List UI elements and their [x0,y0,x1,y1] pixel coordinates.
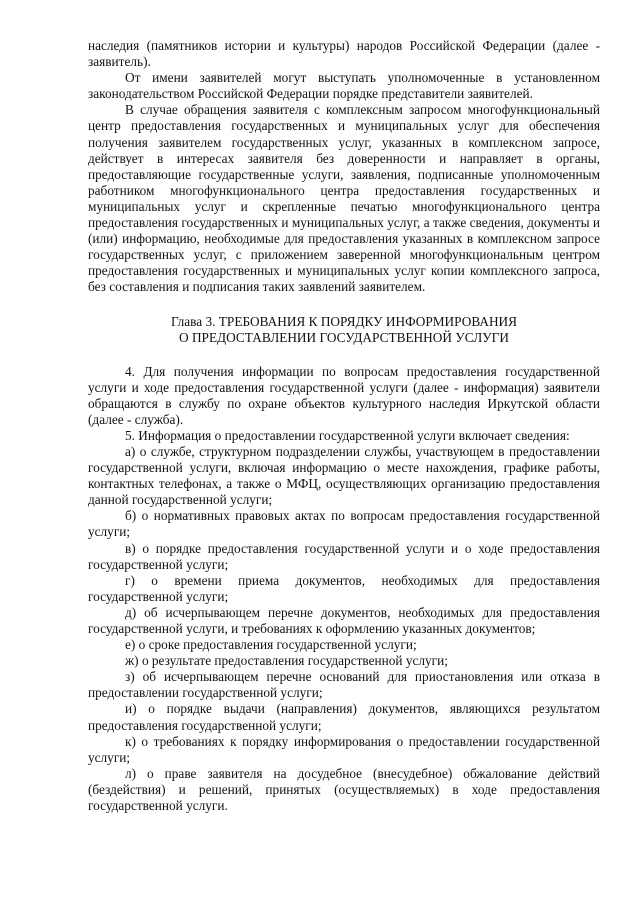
list-item-a: а) о службе, структурном подразделении службы, участвующем в предоставлении государственной услуги, включая информацию о месте нахождения, графике работы, контактных телефонах, а также о МФЦ, осуществляющих организацию предоставления данной государственной услуги; [88,443,600,508]
list-item-b: б) о нормативных правовых актах по вопросам предоставления государственной услуги; [88,508,600,540]
paragraph-representatives: От имени заявителей могут выступать уполномоченные в установленном законодательством Российской Федерации порядке представители заявителей. [88,70,600,102]
list-item-i: и) о порядке выдачи (направления) документов, являющихся результатом предоставления государственной услуги; [88,701,600,733]
list-item-zh: ж) о результате предоставления государственной услуги; [125,653,448,669]
list-item-l: л) о праве заявителя на досудебное (внесудебное) обжалование действий (бездействия) и решений, принятых (осуществляемых) в ходе предоставления государственной услуги. [88,765,600,814]
list-item-k: к) о требованиях к порядку информирования о предоставлении государственной услуги; [88,733,600,765]
chapter-heading-line-1: Глава 3. ТРЕБОВАНИЯ К ПОРЯДКУ ИНФОРМИРОВАНИЯ [170,313,518,329]
chapter-heading-line-2: О ПРЕДОСТАВЛЕНИИ ГОСУДАРСТВЕННОЙ УСЛУГИ [179,330,509,345]
list-item-d: д) об исчерпывающем перечне документов, необходимых для предоставления государственной услуги, и требованиях к оформлению указанных документов; [88,604,600,636]
list-item-z: з) об исчерпывающем перечне оснований для приостановления или отказа в предоставлении государственной услуги; [88,669,600,701]
list-item-v: в) о порядке предоставления государственной услуги и о ходе предоставления государственной услуги; [88,540,600,572]
document-page [88,38,600,814]
paragraph-item-5: 5. Информация о предоставлении государственной услуги включает сведения: [125,427,570,443]
chapter-heading [88,314,600,347]
list-item-g: г) о времени приема документов, необходимых для предоставления государственной услуги; [88,572,600,604]
paragraph-complex-request: В случае обращения заявителя с комплексным запросом многофункциональный центр предоставления государственных и муниципальных услуг для обеспечения получения заявителем государственных услуг, указанных в комплексном запросе, действует в интересах заявителя без доверенности и направляет в органы, предоставляющие государственные услуги, заявления, подписанные уполномоченным работником многофункционального центра предоставления государственных и муниципальных услуг и скрепленные печатью многофункционального центра предоставления государственных и муниципальных услуг, а также сведения, документы и (или) информацию, необходимые для предоставления указанных в комплексном запросе государственных услуг, с приложением заверенной многофункциональным центром предоставления государственных и муниципальных услуг копии комплексного запроса, без составления и подписания таких заявлений заявителем. [88,102,600,295]
paragraph-item-4: 4. Для получения информации по вопросам предоставления государственной услуги и ходе предоставления государственной услуги (далее - информация) заявители обращаются в службу по охране объектов культурного наследия Иркутской области (далее - служба). [88,363,600,427]
list-item-e: е) о сроке предоставления государственной услуги; [125,637,417,653]
paragraph-continuation: наследия (памятников истории и культуры) народов Российской Федерации (далее - заявитель). [88,38,600,70]
